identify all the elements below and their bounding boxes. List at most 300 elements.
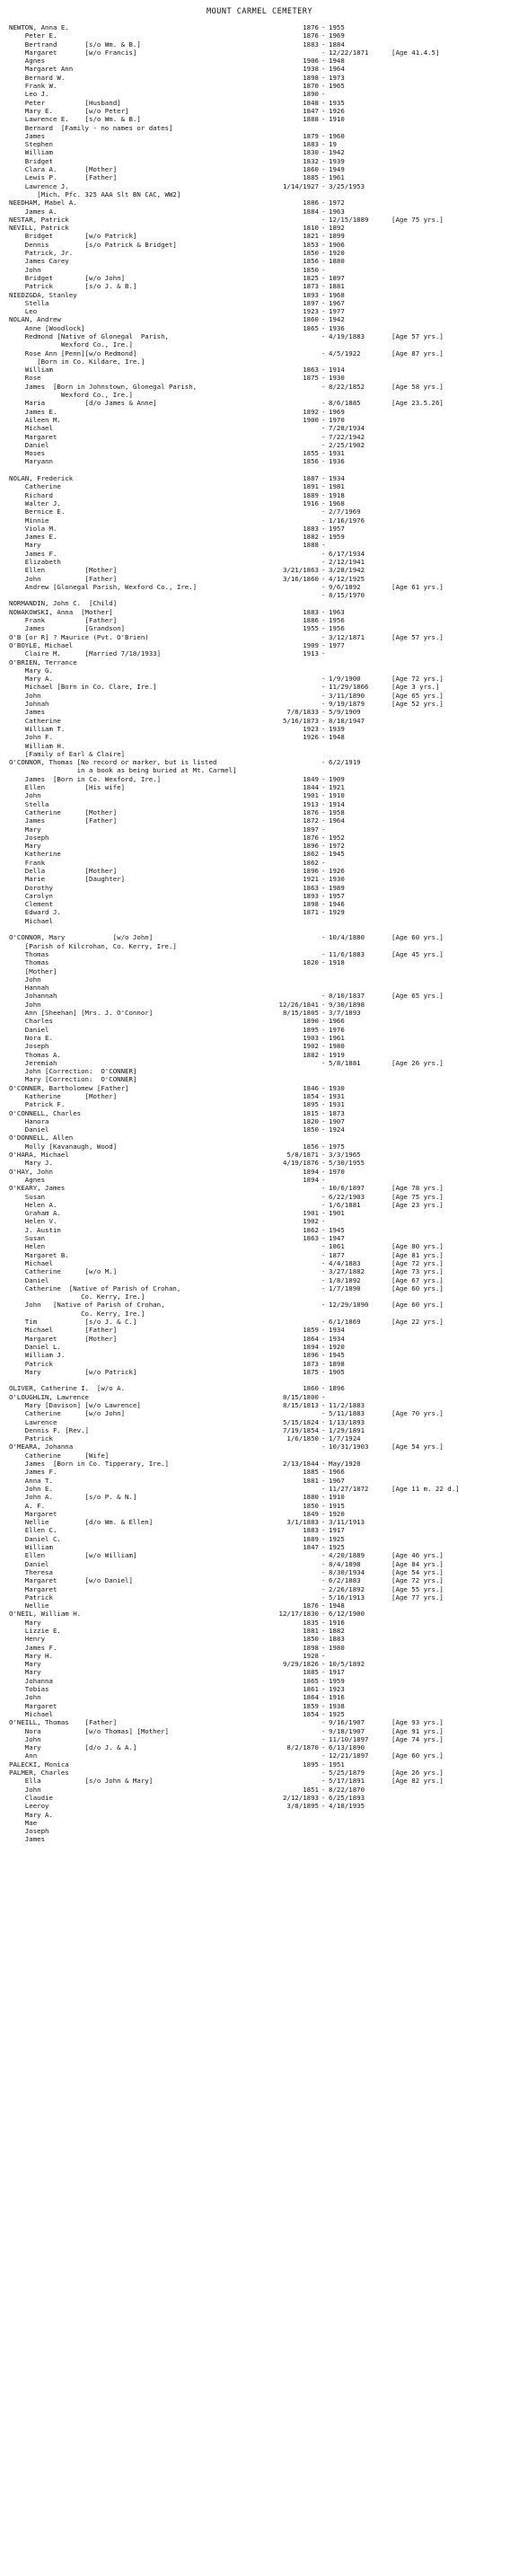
burial-record-row bbox=[9, 115, 510, 123]
burial-record-row bbox=[9, 249, 510, 257]
record-death-date: 1/29/1891 bbox=[329, 1425, 365, 1434]
record-name: Anna T. bbox=[9, 1476, 53, 1485]
record-name: Thomas bbox=[9, 949, 49, 958]
burial-record-row bbox=[9, 1318, 510, 1326]
burial-record-row bbox=[9, 700, 510, 708]
burial-record-row bbox=[9, 1677, 510, 1685]
burial-record-row bbox=[9, 274, 510, 282]
record-date-separator: - bbox=[321, 1242, 326, 1251]
record-birth-date: 1846 bbox=[303, 1083, 319, 1092]
record-name: Patrick bbox=[9, 1592, 53, 1601]
burial-record-row bbox=[9, 57, 510, 65]
record-death-date: 6/1/1869 bbox=[329, 1318, 361, 1327]
record-birth-date: 1880 bbox=[303, 1493, 319, 1502]
record-age: [Age 46 yrs.] bbox=[391, 1551, 444, 1560]
record-date-separator: - bbox=[321, 1058, 326, 1067]
record-date-separator: - bbox=[321, 90, 326, 99]
burial-record-row bbox=[9, 1251, 510, 1259]
record-death-date: 8/22/1870 bbox=[329, 1785, 365, 1794]
record-date-separator: - bbox=[321, 708, 326, 717]
record-date-separator: - bbox=[321, 1217, 326, 1226]
record-death-date: 1910 bbox=[329, 115, 345, 124]
record-birth-date: 1890 bbox=[303, 90, 319, 99]
burial-record-row bbox=[9, 140, 510, 148]
record-birth-date: 2/12/1893 bbox=[282, 1793, 319, 1802]
record-birth-date: 1898 bbox=[303, 1643, 319, 1652]
burial-record-row bbox=[9, 299, 510, 307]
record-age: [Age 67 yrs.] bbox=[391, 1275, 444, 1284]
record-death-date: 12/29/1890 bbox=[329, 1301, 369, 1310]
record-death-date: 1883 bbox=[329, 1635, 345, 1644]
burial-record-row bbox=[9, 558, 510, 566]
burial-record-row bbox=[9, 1619, 510, 1627]
record-death-date: 1920 bbox=[329, 1509, 345, 1518]
record-age: [Age 75 yrs.] bbox=[391, 1192, 444, 1201]
record-death-date: 11/2/1883 bbox=[329, 1400, 365, 1409]
record-birth-date: 1860 bbox=[303, 315, 319, 324]
record-name: William bbox=[9, 366, 53, 375]
burial-record-row bbox=[9, 1710, 510, 1718]
record-death-date: 1880 bbox=[329, 257, 345, 266]
record-name: O'CONNER, Bartholomew [Father] bbox=[9, 1083, 129, 1092]
burial-record-row bbox=[9, 482, 510, 490]
record-death-date: 1966 bbox=[329, 1468, 345, 1477]
record-date-separator: - bbox=[321, 807, 326, 816]
burial-record-row bbox=[9, 1084, 510, 1092]
burial-record-row bbox=[9, 1292, 510, 1301]
record-date-separator: - bbox=[321, 574, 326, 583]
record-name: in a book as being buried at Mt. Carmel] bbox=[9, 766, 237, 775]
record-birth-date: 8/15/1800 bbox=[282, 1392, 319, 1401]
record-date-separator: - bbox=[321, 949, 326, 958]
record-death-date: 1892 bbox=[329, 224, 345, 233]
burial-record-row bbox=[9, 1267, 510, 1275]
record-death-date: 2/25/1902 bbox=[329, 440, 365, 449]
record-date-separator: - bbox=[321, 1417, 326, 1426]
burial-record-row bbox=[9, 1401, 510, 1409]
record-name: Daniel L. bbox=[9, 1342, 61, 1351]
record-name: NORMANDIN, John C. [Child] bbox=[9, 599, 118, 608]
burial-record-row bbox=[9, 1652, 510, 1660]
record-date-separator: - bbox=[321, 249, 326, 258]
burial-record-row bbox=[9, 1802, 510, 1810]
record-birth-date: 1879 bbox=[303, 131, 319, 140]
record-death-date: 1918 bbox=[329, 490, 345, 499]
record-date-separator: - bbox=[321, 331, 326, 340]
record-death-date: 1967 bbox=[329, 1476, 345, 1485]
record-age: [Age 82 yrs.] bbox=[391, 1777, 444, 1786]
record-name: Joseph bbox=[9, 1827, 49, 1836]
burial-record-row bbox=[9, 1176, 510, 1184]
record-death-date: 1936 bbox=[329, 323, 345, 332]
record-name: Mary [d/o J. & A.] bbox=[9, 1743, 137, 1752]
record-death-date: 6/12/1900 bbox=[329, 1610, 365, 1619]
record-birth-date: 1882 bbox=[303, 1050, 319, 1059]
record-date-separator: - bbox=[321, 1760, 326, 1769]
record-death-date: 3/11/1890 bbox=[329, 691, 365, 700]
record-name: Catherine bbox=[9, 482, 61, 491]
burial-record-row bbox=[9, 1551, 510, 1559]
record-name: Maryann bbox=[9, 457, 53, 466]
record-name: Claudie bbox=[9, 1793, 53, 1802]
record-age: [Age 84 yrs.] bbox=[391, 1559, 444, 1568]
burial-record-row bbox=[9, 74, 510, 82]
burial-record-row bbox=[9, 449, 510, 457]
record-age: [Age 60 yrs.] bbox=[391, 1301, 444, 1310]
record-date-separator: - bbox=[321, 858, 326, 867]
record-death-date: 6/13/1890 bbox=[329, 1743, 365, 1752]
burial-record-row bbox=[9, 1702, 510, 1710]
record-name: Mary bbox=[9, 1618, 41, 1627]
record-birth-date: 1898 bbox=[303, 900, 319, 909]
record-name: Leo J. bbox=[9, 90, 49, 99]
burial-record-row bbox=[9, 216, 510, 224]
burial-record-row bbox=[9, 641, 510, 649]
record-death-date: 4/19/1883 bbox=[329, 331, 365, 340]
burial-record-row bbox=[9, 90, 510, 98]
record-death-date: 6/17/1934 bbox=[329, 549, 365, 558]
burial-record-row bbox=[9, 1125, 510, 1134]
record-birth-date: 1909 bbox=[303, 640, 319, 649]
record-date-separator: - bbox=[321, 758, 326, 767]
record-date-separator: - bbox=[321, 1175, 326, 1184]
burial-record-row bbox=[9, 1535, 510, 1543]
record-date-separator: - bbox=[321, 566, 326, 575]
record-name: James bbox=[9, 1835, 46, 1844]
record-death-date: 8/22/1852 bbox=[329, 382, 365, 391]
burial-record-row bbox=[9, 257, 510, 265]
record-date-separator: - bbox=[321, 57, 326, 66]
record-birth-date: 1862 bbox=[303, 858, 319, 867]
burial-record-row bbox=[9, 1376, 510, 1384]
record-death-date: 4/20/1889 bbox=[329, 1551, 365, 1560]
record-birth-date: 1844 bbox=[303, 783, 319, 792]
record-date-separator: - bbox=[321, 524, 326, 533]
record-birth-date: 1896 bbox=[303, 842, 319, 851]
record-birth-date: 1883 bbox=[303, 607, 319, 616]
record-date-separator: - bbox=[321, 1225, 326, 1234]
record-name: OLIVER, Catherine I. [w/o A. bbox=[9, 1384, 126, 1393]
burial-record-row bbox=[9, 165, 510, 173]
burial-record-row bbox=[9, 1351, 510, 1359]
record-date-separator: - bbox=[321, 724, 326, 733]
record-date-separator: - bbox=[321, 1534, 326, 1543]
record-name: Michael [Father] bbox=[9, 1326, 118, 1335]
burial-record-row bbox=[9, 566, 510, 574]
burial-record-row bbox=[9, 441, 510, 449]
record-birth-date: 1913 bbox=[303, 799, 319, 808]
record-name: John bbox=[9, 1734, 41, 1743]
record-date-separator: - bbox=[321, 424, 326, 433]
burial-record-row bbox=[9, 424, 510, 432]
record-birth-date: 1864 bbox=[303, 1693, 319, 1702]
record-death-date: 10/4/1880 bbox=[329, 933, 365, 942]
record-birth-date: 4/19/1876 bbox=[282, 1159, 319, 1168]
burial-record-row bbox=[9, 332, 510, 340]
record-birth-date: 1892 bbox=[303, 407, 319, 416]
record-name: James bbox=[9, 708, 46, 717]
record-name: Joseph bbox=[9, 833, 49, 842]
record-age: [Age 11 m. 22 d.] bbox=[391, 1484, 460, 1493]
record-name: James F. bbox=[9, 549, 57, 558]
record-date-separator: - bbox=[321, 1000, 326, 1009]
record-name: Graham A. bbox=[9, 1209, 61, 1218]
record-name: Tim [s/o J. & C.] bbox=[9, 1318, 137, 1327]
record-death-date: 1973 bbox=[329, 73, 345, 82]
burial-record-row bbox=[9, 124, 510, 132]
burial-record-row bbox=[9, 148, 510, 156]
record-birth-date: 1875 bbox=[303, 374, 319, 383]
record-death-date: 1920 bbox=[329, 1342, 345, 1351]
record-name: Clement bbox=[9, 900, 53, 909]
record-death-date: 19 bbox=[329, 140, 337, 149]
record-name: Mary bbox=[9, 1660, 41, 1669]
record-age: [Age 87 yrs.] bbox=[391, 348, 444, 357]
record-birth-date: 1887 bbox=[303, 474, 319, 483]
record-date-separator: - bbox=[321, 1167, 326, 1176]
record-death-date: 1967 bbox=[329, 298, 345, 307]
record-date-separator: - bbox=[321, 591, 326, 600]
record-name: Peter E. bbox=[9, 31, 57, 40]
burial-record-row bbox=[9, 23, 510, 31]
record-death-date: 5/9/1909 bbox=[329, 708, 361, 717]
record-birth-date: 1895 bbox=[303, 1760, 319, 1769]
burial-record-row bbox=[9, 717, 510, 725]
burial-record-row bbox=[9, 1209, 510, 1217]
record-birth-date: 1881 bbox=[303, 1476, 319, 1485]
record-name: Daniel bbox=[9, 440, 49, 449]
record-name: NEWTON, Anna E. bbox=[9, 23, 69, 31]
record-birth-date: 1913 bbox=[303, 649, 319, 658]
record-name: Katherine bbox=[9, 850, 61, 859]
record-birth-date: 1881 bbox=[303, 1627, 319, 1635]
record-death-date: 1977 bbox=[329, 307, 345, 316]
burial-record-row bbox=[9, 1059, 510, 1067]
record-birth-date: 1888 bbox=[303, 115, 319, 124]
record-birth-date: 1849 bbox=[303, 1509, 319, 1518]
record-date-separator: - bbox=[321, 541, 326, 550]
record-date-separator: - bbox=[321, 207, 326, 216]
record-age: [Age 61 yrs.] bbox=[391, 582, 444, 591]
burial-record-row bbox=[9, 457, 510, 465]
record-name: Wexford Co., Ire.] bbox=[9, 340, 133, 349]
record-death-date: 1969 bbox=[329, 407, 345, 416]
burial-record-row bbox=[9, 399, 510, 407]
record-date-separator: - bbox=[321, 825, 326, 834]
record-name: O'B [or R] ? Maurice (Pvt. O'Brien) bbox=[9, 632, 149, 641]
record-birth-date: 8/2/1870 bbox=[286, 1743, 319, 1752]
record-death-date: 10/6/1897 bbox=[329, 1184, 365, 1193]
record-date-separator: - bbox=[321, 1009, 326, 1018]
record-birth-date: 1873 bbox=[303, 1359, 319, 1368]
burial-record-row bbox=[9, 1593, 510, 1601]
record-name: Catherine [Native of Parish of Crohan, bbox=[9, 1284, 181, 1292]
record-age: [Age 65 yrs.] bbox=[391, 691, 444, 700]
record-name: Mary G. bbox=[9, 666, 53, 675]
record-date-separator: - bbox=[321, 1142, 326, 1151]
burial-record-row bbox=[9, 1735, 510, 1743]
record-death-date: 1964 bbox=[329, 65, 345, 74]
record-date-separator: - bbox=[321, 883, 326, 892]
record-age: [Age 26 yrs.] bbox=[391, 1058, 444, 1067]
record-birth-date: 1883 bbox=[303, 140, 319, 149]
burial-record-row bbox=[9, 474, 510, 482]
record-birth-date: 1832 bbox=[303, 156, 319, 165]
burial-record-row bbox=[9, 1610, 510, 1618]
record-death-date: 7/22/1942 bbox=[329, 432, 365, 441]
record-death-date: 3/28/1942 bbox=[329, 566, 365, 575]
record-date-separator: - bbox=[321, 1116, 326, 1125]
record-date-separator: - bbox=[321, 382, 326, 391]
record-name: John [Father] bbox=[9, 574, 118, 583]
record-birth-date: 2/13/1844 bbox=[282, 1460, 319, 1469]
record-birth-date: 1815 bbox=[303, 1108, 319, 1117]
record-date-separator: - bbox=[321, 1726, 326, 1735]
record-date-separator: - bbox=[321, 799, 326, 808]
burial-record-row bbox=[9, 391, 510, 399]
burial-record-row bbox=[9, 499, 510, 507]
record-name: Molly [Kavanaugh, Wood] bbox=[9, 1142, 118, 1151]
record-date-separator: - bbox=[321, 1751, 326, 1760]
burial-record-row bbox=[9, 1660, 510, 1668]
burial-record-row bbox=[9, 1685, 510, 1693]
burial-record-row bbox=[9, 1109, 510, 1117]
record-age: [Age 23.5.26] bbox=[391, 399, 444, 408]
record-date-separator: - bbox=[321, 366, 326, 375]
record-date-separator: - bbox=[321, 1108, 326, 1117]
record-name: Mary [w/o Patrick] bbox=[9, 1367, 137, 1376]
record-birth-date: 8/15/1813 bbox=[282, 1400, 319, 1409]
record-birth-date: 1810 bbox=[303, 224, 319, 233]
record-birth-date: 3/16/1860 bbox=[282, 574, 319, 583]
record-birth-date: 1883 bbox=[303, 40, 319, 49]
record-death-date: 1977 bbox=[329, 640, 345, 649]
record-name: James [Born in Johnstown, Glonegal Parish, bbox=[9, 382, 198, 391]
burial-record-row bbox=[9, 958, 510, 966]
record-name: Mary bbox=[9, 842, 41, 851]
record-death-date: 1930 bbox=[329, 374, 345, 383]
burial-record-row bbox=[9, 1811, 510, 1819]
record-date-separator: - bbox=[321, 850, 326, 859]
record-name: John bbox=[9, 791, 41, 800]
record-name: Bertrand [s/o Wm. & B.] bbox=[9, 40, 141, 49]
record-name: Mary bbox=[9, 1668, 41, 1677]
burial-record-row bbox=[9, 340, 510, 348]
record-birth-date: 1883 bbox=[303, 1526, 319, 1535]
burial-record-row bbox=[9, 1477, 510, 1485]
record-name: Mary bbox=[9, 825, 41, 834]
record-death-date: 11/27/1872 bbox=[329, 1484, 369, 1493]
burial-record-row bbox=[9, 633, 510, 641]
record-death-date: 5/16/1913 bbox=[329, 1592, 365, 1601]
record-death-date: 1/7/1890 bbox=[329, 1284, 361, 1292]
record-name: Leeroy bbox=[9, 1802, 49, 1811]
record-date-separator: - bbox=[321, 290, 326, 299]
burial-record-row bbox=[9, 1601, 510, 1610]
record-name: Frank bbox=[9, 858, 46, 867]
record-birth-date: 1897 bbox=[303, 825, 319, 834]
record-name: O'NEILL, Thomas [Father] bbox=[9, 1718, 118, 1727]
record-date-separator: - bbox=[321, 1351, 326, 1360]
record-date-separator: - bbox=[321, 323, 326, 332]
record-death-date: 1947 bbox=[329, 1234, 345, 1243]
burial-record-row bbox=[9, 315, 510, 323]
record-name: Stephen bbox=[9, 140, 53, 149]
record-death-date: 3/25/1953 bbox=[329, 181, 365, 190]
record-name: [Family of Earl & Claire] bbox=[9, 749, 126, 758]
burial-record-row bbox=[9, 433, 510, 441]
record-name: O'LOUGHLIN, Lawrence bbox=[9, 1392, 89, 1401]
record-date-separator: - bbox=[321, 1643, 326, 1652]
record-name: Aileen M. bbox=[9, 415, 61, 424]
record-date-separator: - bbox=[321, 482, 326, 491]
record-death-date: 1955 bbox=[329, 23, 345, 31]
burial-record-row bbox=[9, 692, 510, 700]
burial-record-row bbox=[9, 1360, 510, 1368]
record-birth-date: 1854 bbox=[303, 1709, 319, 1718]
record-birth-date: 1896 bbox=[303, 1351, 319, 1360]
record-name: Patrick [s/o J. & B.] bbox=[9, 282, 137, 291]
record-birth-date: 1876 bbox=[303, 1601, 319, 1610]
burial-record-row bbox=[9, 1585, 510, 1593]
record-death-date: 5/11/1883 bbox=[329, 1409, 365, 1418]
record-death-date: 3/11/1913 bbox=[329, 1518, 365, 1527]
record-date-separator: - bbox=[321, 649, 326, 658]
record-date-separator: - bbox=[321, 1635, 326, 1644]
record-name: James F. bbox=[9, 1468, 57, 1477]
record-date-separator: - bbox=[321, 1342, 326, 1351]
record-age: [Age 65 yrs.] bbox=[391, 992, 444, 1001]
record-death-date: 8/6/1885 bbox=[329, 399, 361, 408]
record-death-date: 1/7/1924 bbox=[329, 1434, 361, 1443]
record-death-date: 1/9/1900 bbox=[329, 675, 361, 684]
record-date-separator: - bbox=[321, 1777, 326, 1786]
record-date-separator: - bbox=[321, 1709, 326, 1718]
record-birth-date: 1902 bbox=[303, 1042, 319, 1051]
record-name: Joseph bbox=[9, 1042, 49, 1051]
record-date-separator: - bbox=[321, 875, 326, 884]
record-name: Michael bbox=[9, 1709, 53, 1718]
record-birth-date: 1906 bbox=[303, 57, 319, 66]
record-date-separator: - bbox=[321, 549, 326, 558]
record-date-separator: - bbox=[321, 265, 326, 274]
burial-record-row bbox=[9, 816, 510, 825]
burial-record-row bbox=[9, 1743, 510, 1751]
record-birth-date: 1923 bbox=[303, 307, 319, 316]
record-name: NEVILL, Patrick bbox=[9, 224, 69, 233]
record-name: Margaret [w/o Francis] bbox=[9, 48, 137, 57]
record-name: Elizabeth bbox=[9, 558, 61, 566]
record-date-separator: - bbox=[321, 607, 326, 616]
record-name: Stella bbox=[9, 298, 49, 307]
record-birth-date: 1889 bbox=[303, 1534, 319, 1543]
record-birth-date: 1865 bbox=[303, 1676, 319, 1685]
record-birth-date: 1821 bbox=[303, 232, 319, 241]
record-death-date: 1925 bbox=[329, 1543, 345, 1552]
record-death-date: 1916 bbox=[329, 1618, 345, 1627]
record-birth-date: 1916 bbox=[303, 498, 319, 507]
burial-record-row bbox=[9, 1442, 510, 1451]
record-death-date: 1961 bbox=[329, 173, 345, 182]
record-death-date: 1948 bbox=[329, 1601, 345, 1610]
record-death-date: 1914 bbox=[329, 366, 345, 375]
record-death-date: 1963 bbox=[329, 207, 345, 216]
record-name: Mary J. bbox=[9, 1159, 53, 1168]
burial-record-row bbox=[9, 950, 510, 958]
record-date-separator: - bbox=[321, 348, 326, 357]
record-date-separator: - bbox=[321, 374, 326, 383]
record-name: NIEDZGDA, Stanley bbox=[9, 290, 77, 299]
